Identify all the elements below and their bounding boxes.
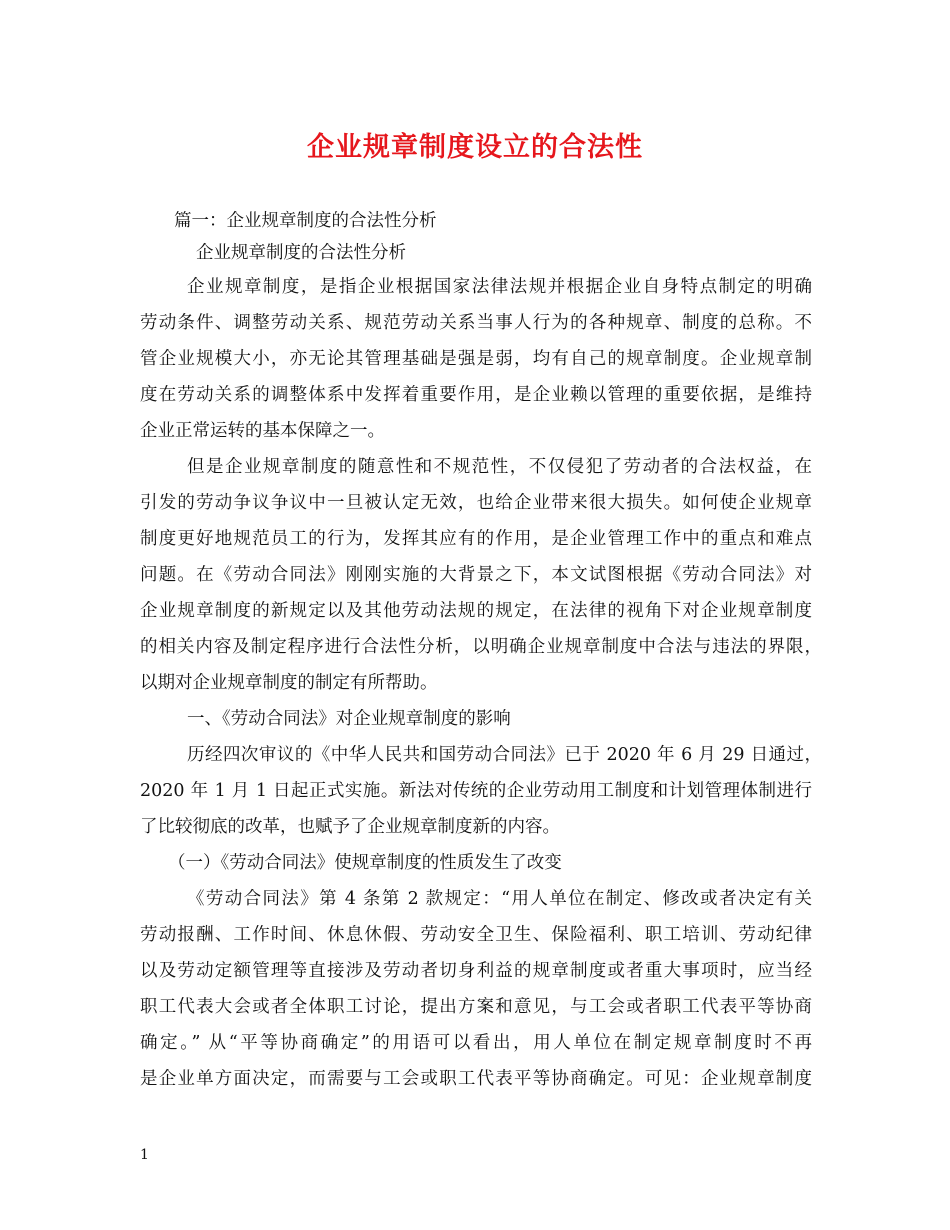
- section-heading-line: 篇一：企业规章制度的合法性分析: [174, 211, 437, 231]
- subsection-heading-line: （一）《劳动合同法》使规章制度的性质发生了改变: [168, 853, 562, 873]
- paragraph-line: 但是企业规章制度的随意性和不规范性，不仅侵犯了劳动者的合法权益，在: [187, 457, 812, 477]
- paragraph-line: 引发的劳动争议争议中一旦被认定无效，也给企业带来很大损失。如何使企业规章: [140, 493, 812, 513]
- document-title: 企业规章制度设立的合法性: [307, 132, 643, 163]
- paragraph-line: 度在劳动关系的调整体系中发挥着重要作用，是企业赖以管理的重要依据，是维持: [140, 385, 812, 405]
- paragraph-line: 企业规章制度，是指企业根据国家法律法规并根据企业自身特点制定的明确: [187, 277, 812, 297]
- paragraph-line: 2020 年 1 月 1 日起正式实施。新法对传统的企业劳动用工制度和计划管理体制进行: [140, 781, 812, 801]
- section-heading-line: 一、《劳动合同法》对企业规章制度的影响: [187, 709, 511, 729]
- paragraph-line: 了比较彻底的改革，也赋予了企业规章制度新的内容。: [140, 817, 560, 837]
- paragraph-line: 劳动报酬、工作时间、休息休假、劳动安全卫生、保险福利、职工培训、劳动纪律: [140, 925, 812, 945]
- paragraph-line: 《劳动合同法》第 4 条第 2 款规定：“用人单位在制定、修改或者决定有关: [187, 889, 812, 909]
- paragraph-line: 是企业单方面决定，而需要与工会或职工代表平等协商确定。可见：企业规章制度: [140, 1069, 812, 1089]
- paragraph-line: 历经四次审议的《中华人民共和国劳动合同法》已于 2020 年 6 月 29 日通过，: [187, 745, 822, 765]
- paragraph-line: 以期对企业规章制度的制定有所帮助。: [140, 673, 438, 693]
- paragraph-line: 企业规章制度的新规定以及其他劳动法规的规定，在法律的视角下对企业规章制度: [140, 601, 812, 621]
- subtitle-line: 企业规章制度的合法性分析: [196, 243, 406, 263]
- paragraph-line: 职工代表大会或者全体职工讨论，提出方案和意见，与工会或者职工代表平等协商: [140, 997, 812, 1017]
- paragraph-line: 的相关内容及制定程序进行合法性分析，以明确企业规章制度中合法与违法的界限，: [140, 637, 822, 657]
- paragraph-line: 管企业规模大小，亦无论其管理基础是强是弱，均有自己的规章制度。企业规章制: [140, 349, 812, 369]
- paragraph-line: 以及劳动定额管理等直接涉及劳动者切身利益的规章制度或者重大事项时，应当经: [140, 961, 812, 981]
- page-number: 1: [140, 1147, 149, 1163]
- paragraph-line: 劳动条件、调整劳动关系、规范劳动关系当事人行为的各种规章、制度的总称。不: [140, 313, 812, 333]
- paragraph-line: 制度更好地规范员工的行为，发挥其应有的作用，是企业管理工作中的重点和难点: [140, 529, 812, 549]
- paragraph-line: 企业正常运转的基本保障之一。: [140, 421, 385, 441]
- paragraph-line: 问题。在《劳动合同法》刚刚实施的大背景之下，本文试图根据《劳动合同法》对: [140, 565, 812, 585]
- paragraph-line: 确定。” 从“平等协商确定”的用语可以看出，用人单位在制定规章制度时不再: [140, 1033, 812, 1053]
